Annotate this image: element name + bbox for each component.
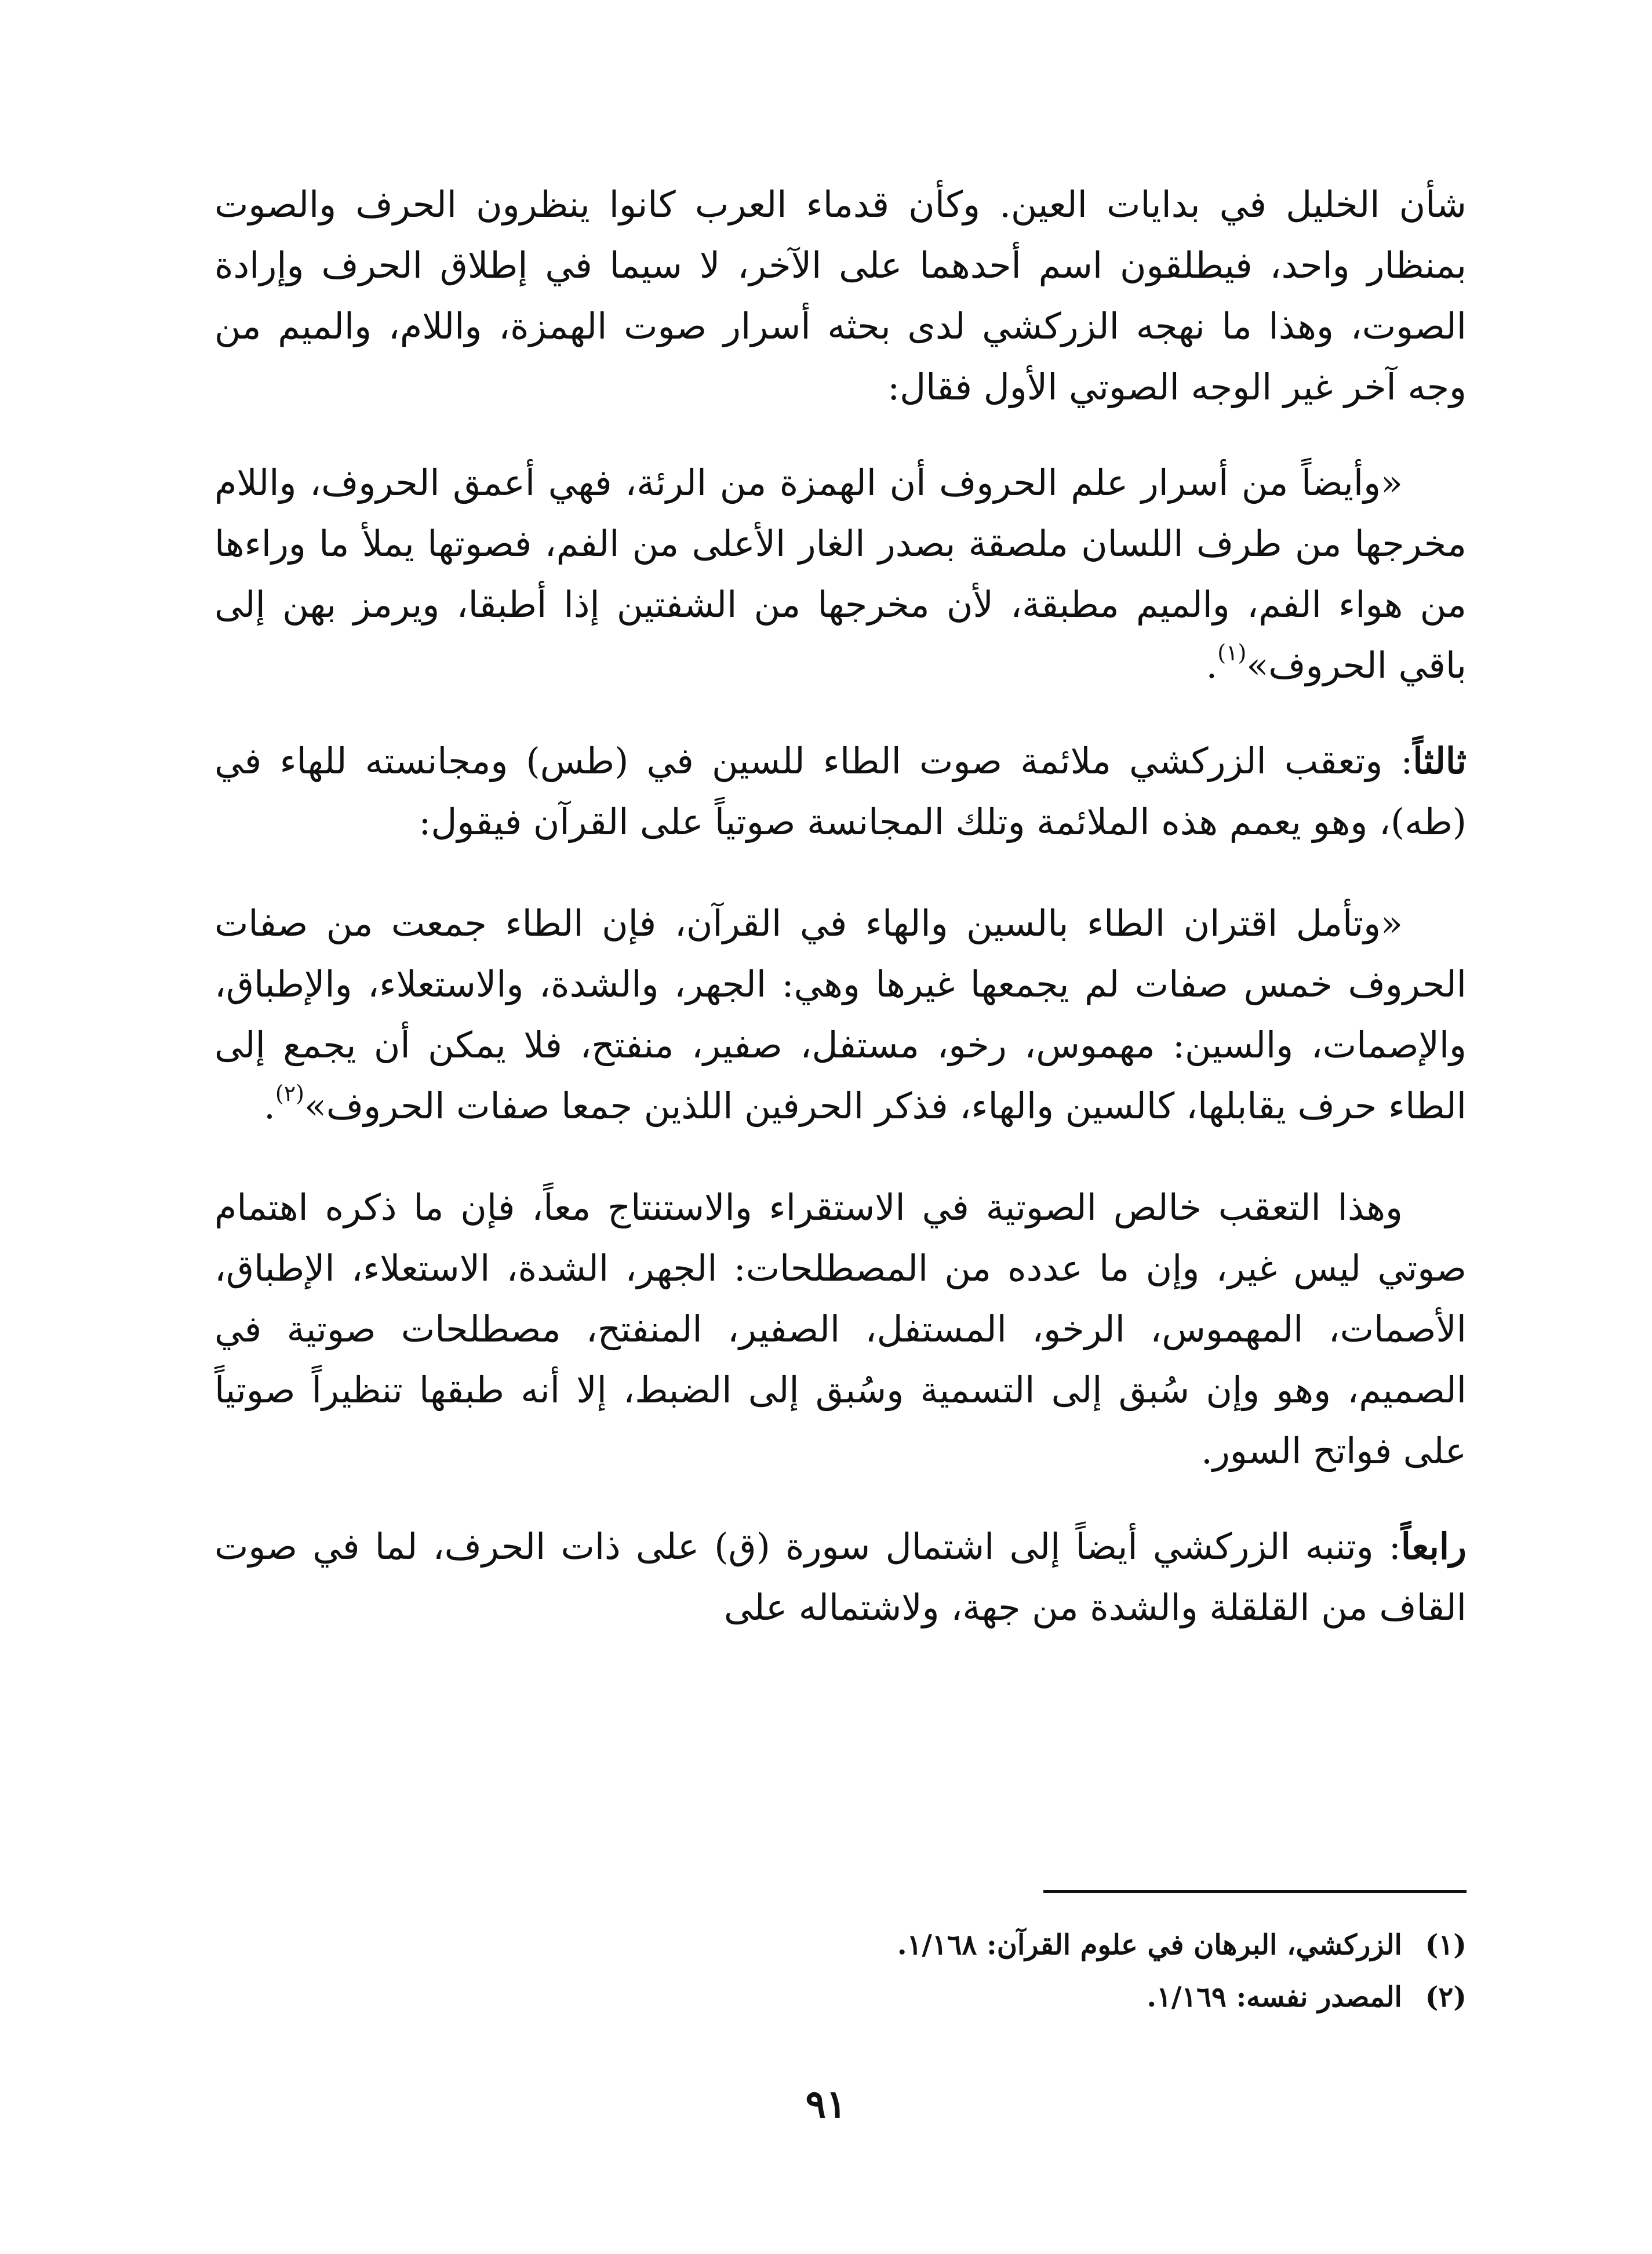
paragraph-thalithan [214,730,1467,852]
footnote-text: المصدر نفسه: ١/١٦٩. [1147,1981,1402,2013]
footnote-2 [539,1971,1467,2023]
quote-text: «وتأمل اقتران الطاء بالسين والهاء في القرآن، فإن الطاء جمعت من صفات الحروف خمس صفات لم يجمعها غيرها وهي: الجهر، والشدة، والاستعلاء، والإطباق، والإصمات، والسين: مهموس، رخو، مستفل، صفير، منفتح، فلا يمكن أن يجمع إلى الطاء حرف يقابلها، كالسين والهاء، فذكر الحرفين اللذين جمعا صفات الحروف» [214,902,1467,1127]
footnote-number: (١) [1425,1929,1467,1961]
quote-hamza-lam-mim: «وأيضاً من أسرار علم الحروف أن الهمزة من الرئة، فهي أعمق الحروف، واللام مخرجها من طرف اللسان ملصقة بصدر الغار الأعلى من الفم، فصوتها يملأ ما وراءها من هواء الفم، والميم مطبقة، لأن مخرجها من الشفتين إذا أطبقا، ويرمز بهن إلى باقي الحروف»$^{(١)}$. [214,461,1467,686]
quote-taa-seen-haa: «وتأمل اقتران الطاء بالسين والهاء في القرآن، فإن الطاء جمعت من صفات الحروف خمس صفات لم يجمعها غيرها وهي: الجهر، والشدة، والاستعلاء، والإطباق، والإصمات، والسين: مهموس، رخو، مستفل، صفير، منفتح، فلا يمكن أن يجمع إلى الطاء حرف يقابلها، كالسين والهاء، فذكر الحرفين اللذين جمعا صفات الحروف»$^{(٢)}$. [214,902,1467,1127]
footnote-number: (٢) [1425,1981,1467,2013]
page-body [214,174,1467,1638]
quote-text: «وأيضاً من أسرار علم الحروف أن الهمزة من الرئة، فهي أعمق الحروف، واللام مخرجها من طرف اللسان ملصقة بصدر الغار الأعلى من الفم، فصوتها يملأ ما وراءها من هواء الفم، والميم مطبقة، لأن مخرجها من الشفتين إذا أطبقا، ويرمز بهن إلى باقي الحروف» [214,461,1467,686]
paragraph-analysis: وهذا التعقب خالص الصوتية في الاستقراء والاستنتاج معاً، فإن ما ذكره اهتمام صوتي ليس غير، وإن ما عدده من المصطلحات: الجهر، الشدة، الاستعلاء، الإطباق، الأصمات، المهموس، الرخو، المستفل، الصفير، المنفتح، مصطلحات صوتية في الصميم، وهو وإن سُبق إلى التسمية وسُبق إلى الضبط، إلا أنه طبقها تنظيراً صوتياً على فواتح السور. [214,1186,1467,1472]
footnote-ref-2[interactable]: (٢) [275,1081,304,1106]
footnote-divider [1043,1890,1467,1893]
section-lead-thalithan: ثالثاً [1413,740,1467,782]
paragraph-intro: شأن الخليل في بدايات العين. وكأن قدماء العرب كانوا ينظرون الحرف والصوت بمنظار واحد، فيطلقون اسم أحدهما على الآخر، لا سيما في إطلاق الحرف وإرادة الصوت، وهذا ما نهجه الزركشي لدى بحثه أسرار صوت الهمزة، واللام، والميم من وجه آخر غير الوجه الصوتي الأول فقال: [214,183,1467,408]
paragraph-rabian-body: : وتنبه الزركشي أيضاً إلى اشتمال سورة (ق) على ذات الحرف، لما في صوت القاف من القلقلة والشدة من جهة، ولاشتماله على [214,1525,1467,1628]
paragraph-thalithan-body: : وتعقب الزركشي ملائمة صوت الطاء للسين في (طس) ومجانسته للهاء في (طه)، وهو يعمم هذه الملائمة وتلك المجانسة صوتياً على القرآن فيقول: [214,740,1467,843]
footnote-1 [539,1919,1467,1971]
page-number: ٩١ [805,2081,847,2126]
footnotes [539,1919,1467,2023]
section-lead-rabian: رابعاً [1400,1525,1467,1568]
footnote-ref-1[interactable]: (١) [1217,640,1247,666]
footnote-text: الزركشي، البرهان في علوم القرآن: ١/١٦٨. [897,1929,1402,1961]
paragraph-rabian [214,1516,1467,1638]
